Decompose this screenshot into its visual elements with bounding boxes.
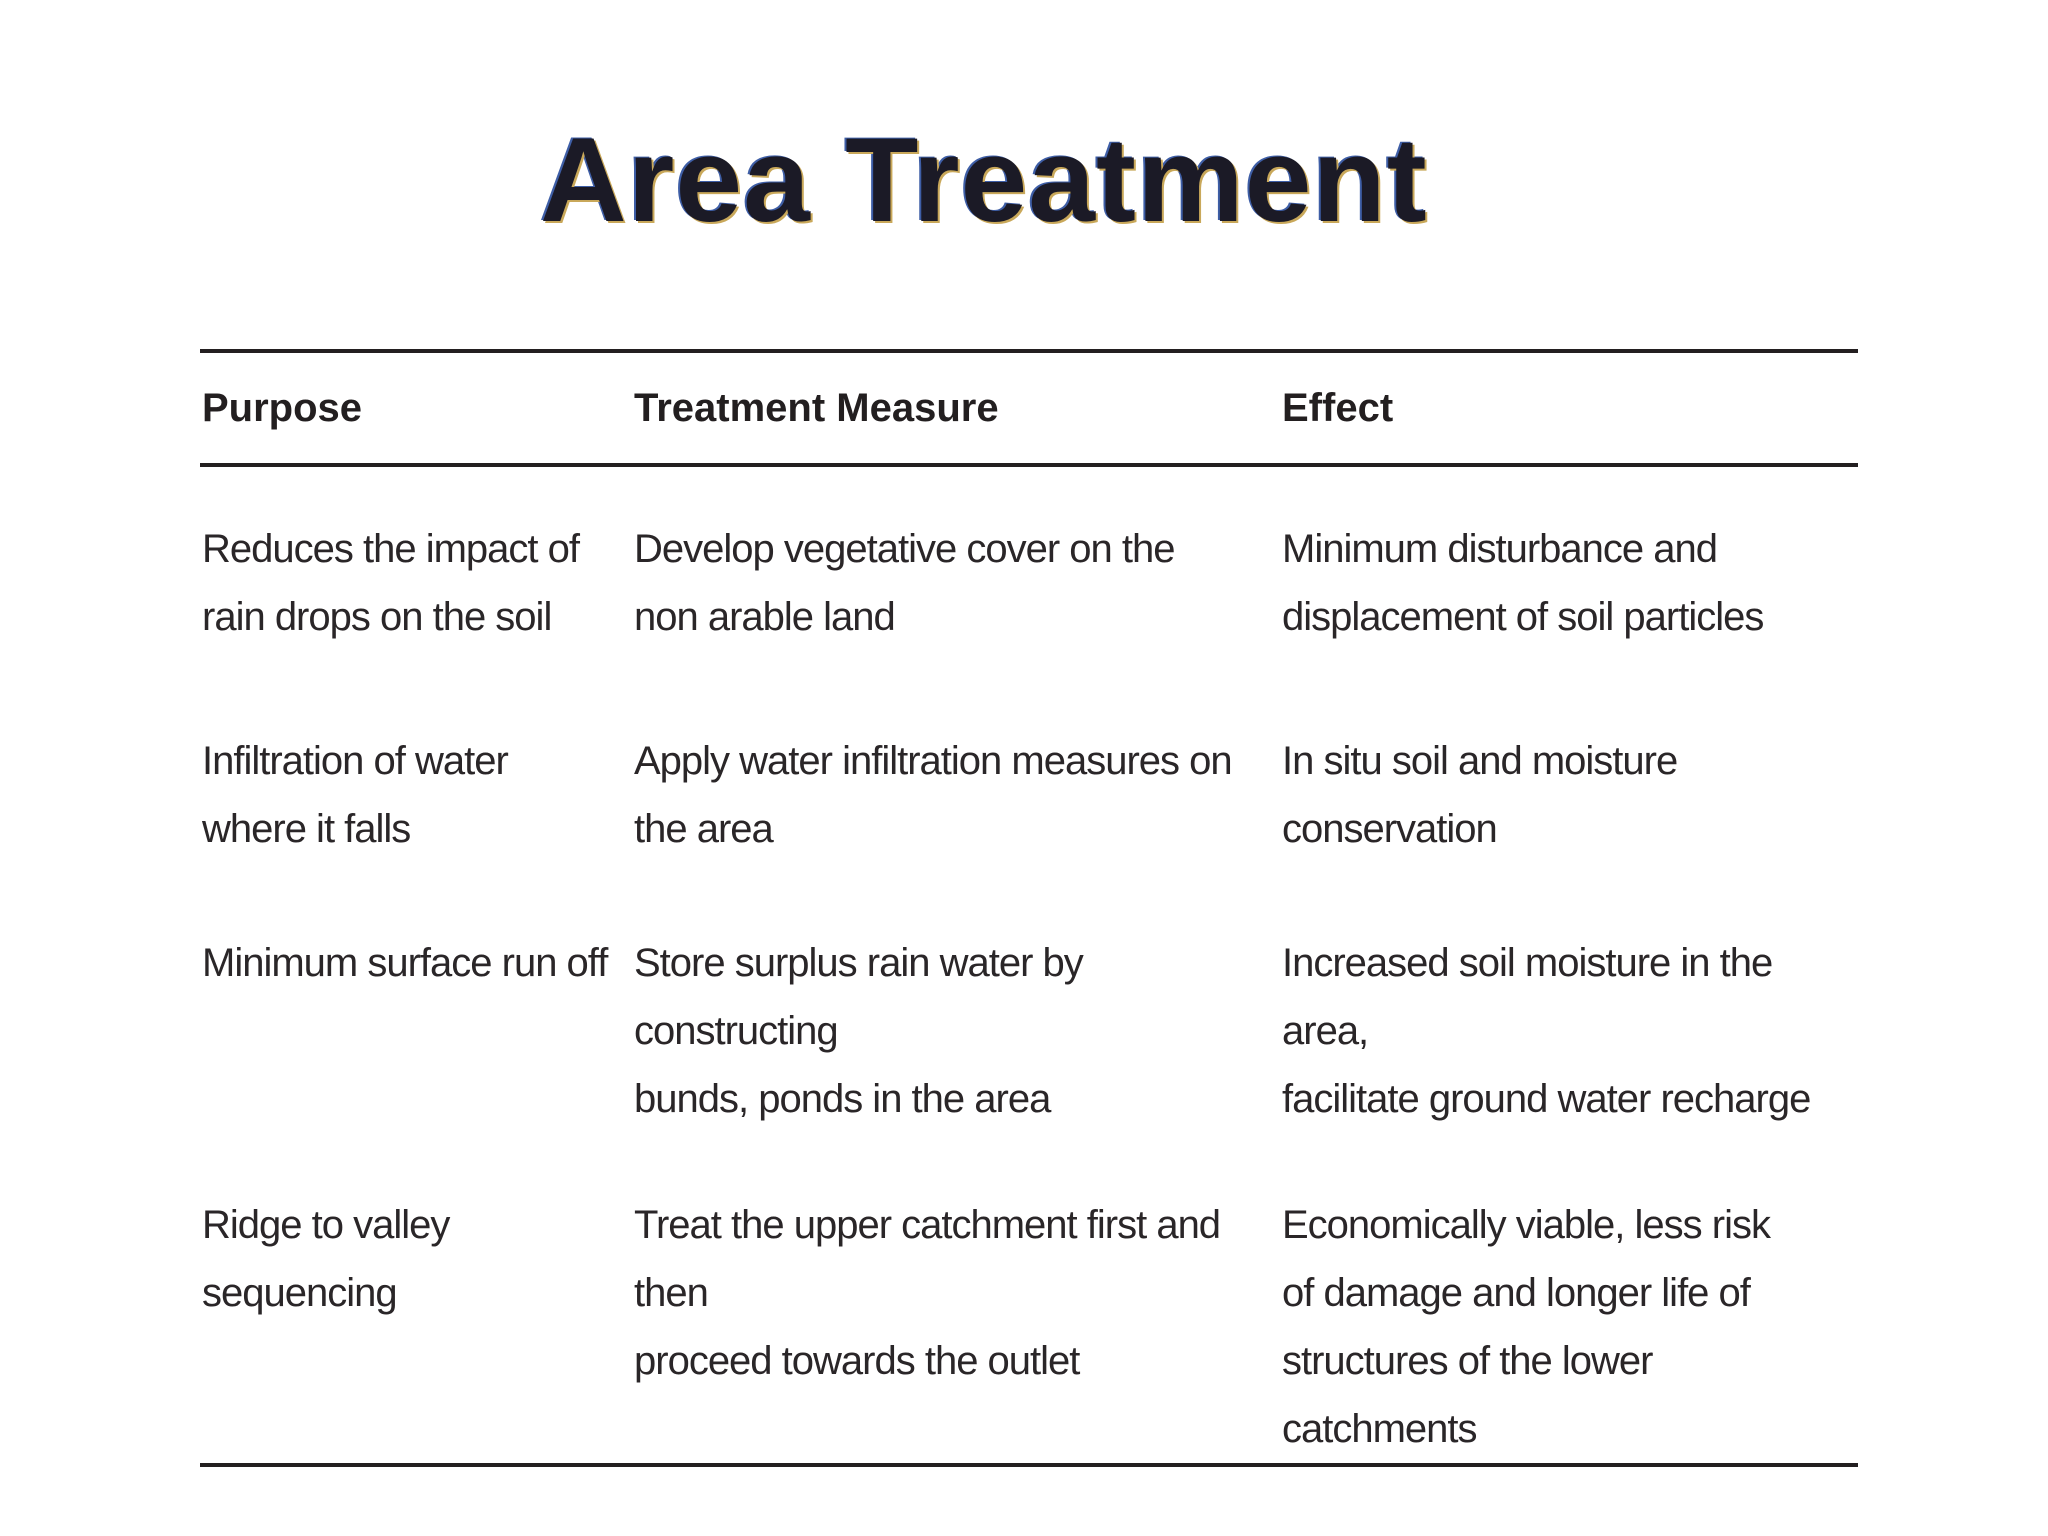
cell-effect: Economically viable, less risk of damage and longer life of structures of the lower catchments xyxy=(1282,1203,1770,1451)
cell-treatment-measure: Treat the upper catchment first and then proceed towards the outlet xyxy=(634,1203,1221,1383)
cell-treatment-measure: Develop vegetative cover on the non arable land xyxy=(634,527,1175,639)
cell-purpose: Ridge to valley sequencing xyxy=(202,1203,450,1315)
header-effect: Effect xyxy=(1282,385,1394,430)
cell-purpose: Reduces the impact of rain drops on the soil xyxy=(202,527,579,639)
header-purpose: Purpose xyxy=(202,385,363,430)
table-row xyxy=(200,1133,1858,1465)
cell-purpose: Infiltration of water where it falls xyxy=(202,739,508,851)
table-row xyxy=(200,871,1858,1133)
cell-treatment-measure: Apply water infiltration measures on the area xyxy=(634,739,1232,851)
cell-effect: Minimum disturbance and displacement of soil particles xyxy=(1282,527,1764,639)
cell-purpose: Minimum surface run off xyxy=(202,941,608,985)
table-header-row xyxy=(200,351,1858,465)
cell-treatment-measure: Store surplus rain water by constructing bunds, ponds in the area xyxy=(634,941,1083,1121)
cell-effect: In situ soil and moisture conservation xyxy=(1282,739,1678,851)
area-treatment-table xyxy=(200,349,1858,1467)
cell-effect: Increased soil moisture in the area, facilitate ground water recharge xyxy=(1282,941,1811,1121)
header-treatment-measure: Treatment Measure xyxy=(634,385,999,430)
page-title: Area Treatment xyxy=(540,113,1428,247)
table-row xyxy=(200,669,1858,871)
table-row xyxy=(200,465,1858,669)
